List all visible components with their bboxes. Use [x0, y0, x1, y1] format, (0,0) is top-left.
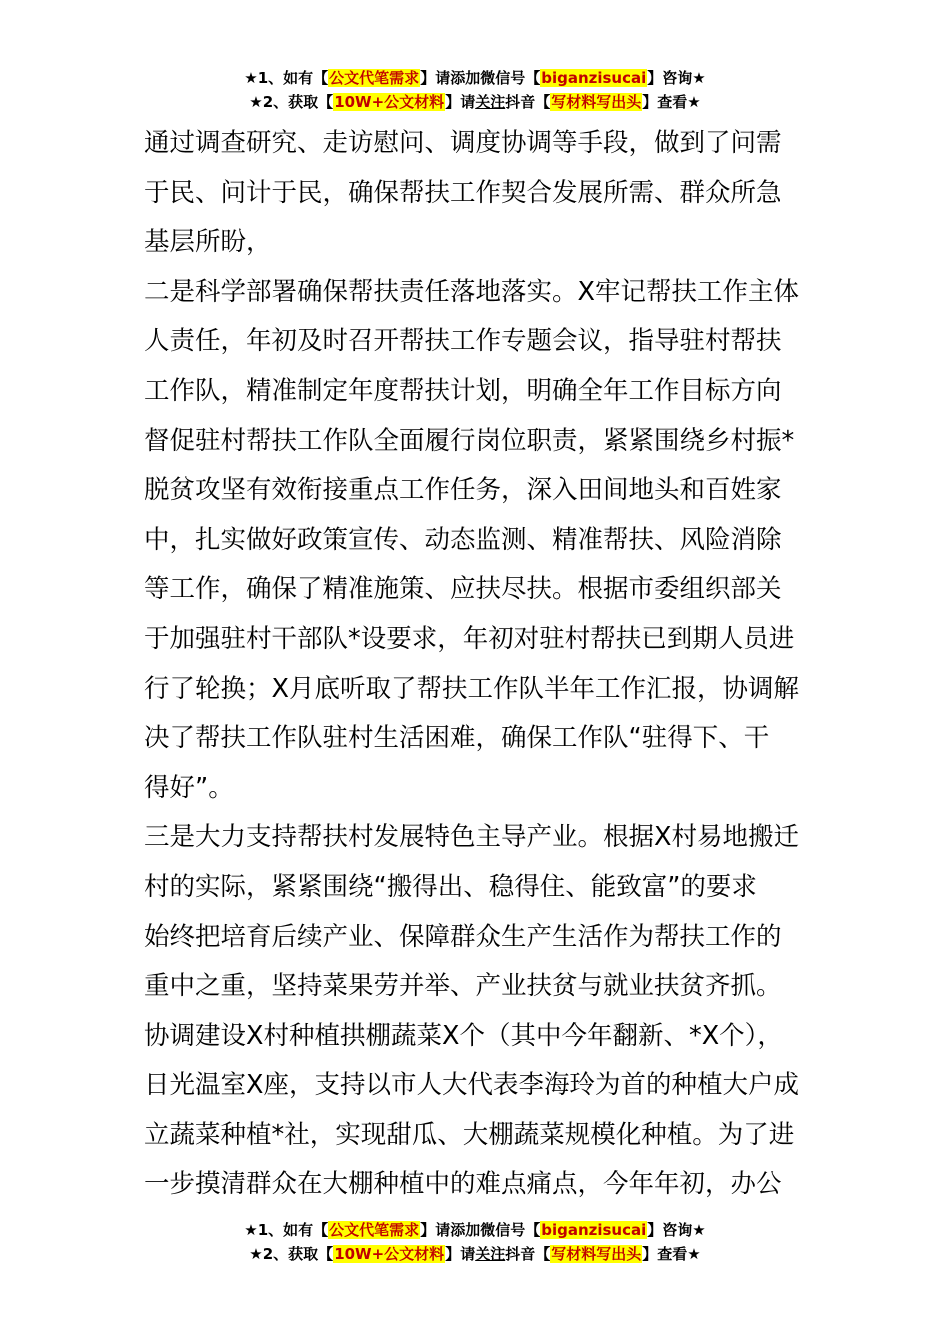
document-body — [144, 119, 824, 1210]
body-line: 重中之重，坚持菜果劳并举、产业扶贫与就业扶贫齐抓。 — [144, 971, 782, 1002]
banner-line-1 — [0, 1218, 950, 1242]
banner-text: 】查看★ — [642, 1245, 701, 1263]
douyin-account-highlight: 写材料写出头 — [551, 93, 642, 111]
body-line: 督促驻村帮扶工作队全面履行岗位职责，紧紧围绕乡村振* — [144, 425, 795, 456]
body-line: 一步摸清群众在大棚种植中的难点痛点，今年年初，办公 — [144, 1169, 782, 1200]
banner-highlight: 10W+公文材料 — [334, 93, 445, 111]
banner-text: ★1、如有【 — [244, 1221, 329, 1239]
body-line: 村的实际，紧紧围绕“搬得出、稳得住、能致富”的要求 — [144, 871, 757, 902]
body-line: 二是科学部署确保帮扶责任落地落实。X牢记帮扶工作主体 — [144, 276, 799, 307]
banner-underlined-text: 关注 — [475, 1245, 506, 1263]
body-line: 始终把培育后续产业、保障群众生产生活作为帮扶工作的 — [144, 921, 782, 952]
banner-text: ★1、如有【 — [244, 69, 329, 87]
douyin-account-highlight: 写材料写出头 — [551, 1245, 642, 1263]
banner-highlight: 公文代笔需求 — [329, 69, 420, 87]
banner-text: ★2、获取【 — [249, 93, 334, 111]
banner-highlight: 10W+公文材料 — [334, 1245, 445, 1263]
body-line: 于民、问计于民，确保帮扶工作契合发展所需、群众所急 — [144, 177, 782, 208]
body-line: 三是大力支持帮扶村发展特色主导产业。根据X村易地搬迁 — [144, 822, 799, 853]
footer-banner — [0, 1218, 950, 1266]
banner-text: 】咨询★ — [647, 69, 706, 87]
body-line: 协调建设X村种植拱棚蔬菜X个（其中今年翻新、*X个）， — [144, 1020, 783, 1051]
banner-text: 】咨询★ — [647, 1221, 706, 1239]
body-line: 中，扎实做好政策宣传、动态监测、精准帮扶、风险消除 — [144, 524, 782, 555]
body-line: 决了帮扶工作队驻村生活困难，确保工作队“驻得下、干 — [144, 723, 770, 754]
body-line: 日光温室X座，支持以市人大代表李海玲为首的种植大户成 — [144, 1070, 799, 1101]
banner-text: 】请添加微信号【 — [420, 1221, 541, 1239]
banner-line-2 — [0, 1242, 950, 1266]
banner-text: ★2、获取【 — [249, 1245, 334, 1263]
banner-text: 】请添加微信号【 — [420, 69, 541, 87]
wechat-id-highlight: biganzisucai — [541, 69, 647, 87]
body-line: 于加强驻村干部队*设要求，年初对驻村帮扶已到期人员进 — [144, 623, 795, 654]
body-line: 行了轮换；X月底听取了帮扶工作队半年工作汇报，协调解 — [144, 673, 799, 704]
body-line: 等工作，确保了精准施策、应扶尽扶。根据市委组织部关 — [144, 574, 782, 605]
banner-text: 】请 — [445, 93, 476, 111]
banner-text: 】查看★ — [642, 93, 701, 111]
body-line: 立蔬菜种植*社，实现甜瓜、大棚蔬菜规模化种植。为了进 — [144, 1119, 795, 1150]
banner-text: 抖音【 — [505, 1245, 551, 1263]
body-line: 工作队，精准制定年度帮扶计划，明确全年工作目标方向 — [144, 375, 782, 406]
banner-highlight: 公文代笔需求 — [329, 1221, 420, 1239]
banner-line-2 — [0, 90, 950, 114]
body-line: 通过调查研究、走访慰问、调度协调等手段，做到了问需 — [144, 128, 782, 158]
banner-line-1 — [0, 66, 950, 90]
body-line: 基层所盼， — [144, 227, 272, 258]
banner-underlined-text: 关注 — [475, 93, 506, 111]
wechat-id-highlight: biganzisucai — [541, 1221, 647, 1239]
body-line: 得好”。 — [144, 772, 234, 803]
body-line: 脱贫攻坚有效衔接重点工作任务，深入田间地头和百姓家 — [144, 475, 782, 506]
banner-text: 抖音【 — [505, 93, 551, 111]
header-banner — [0, 66, 950, 114]
body-line: 人责任，年初及时召开帮扶工作专题会议，指导驻村帮扶 — [144, 326, 782, 357]
banner-text: 】请 — [445, 1245, 476, 1263]
